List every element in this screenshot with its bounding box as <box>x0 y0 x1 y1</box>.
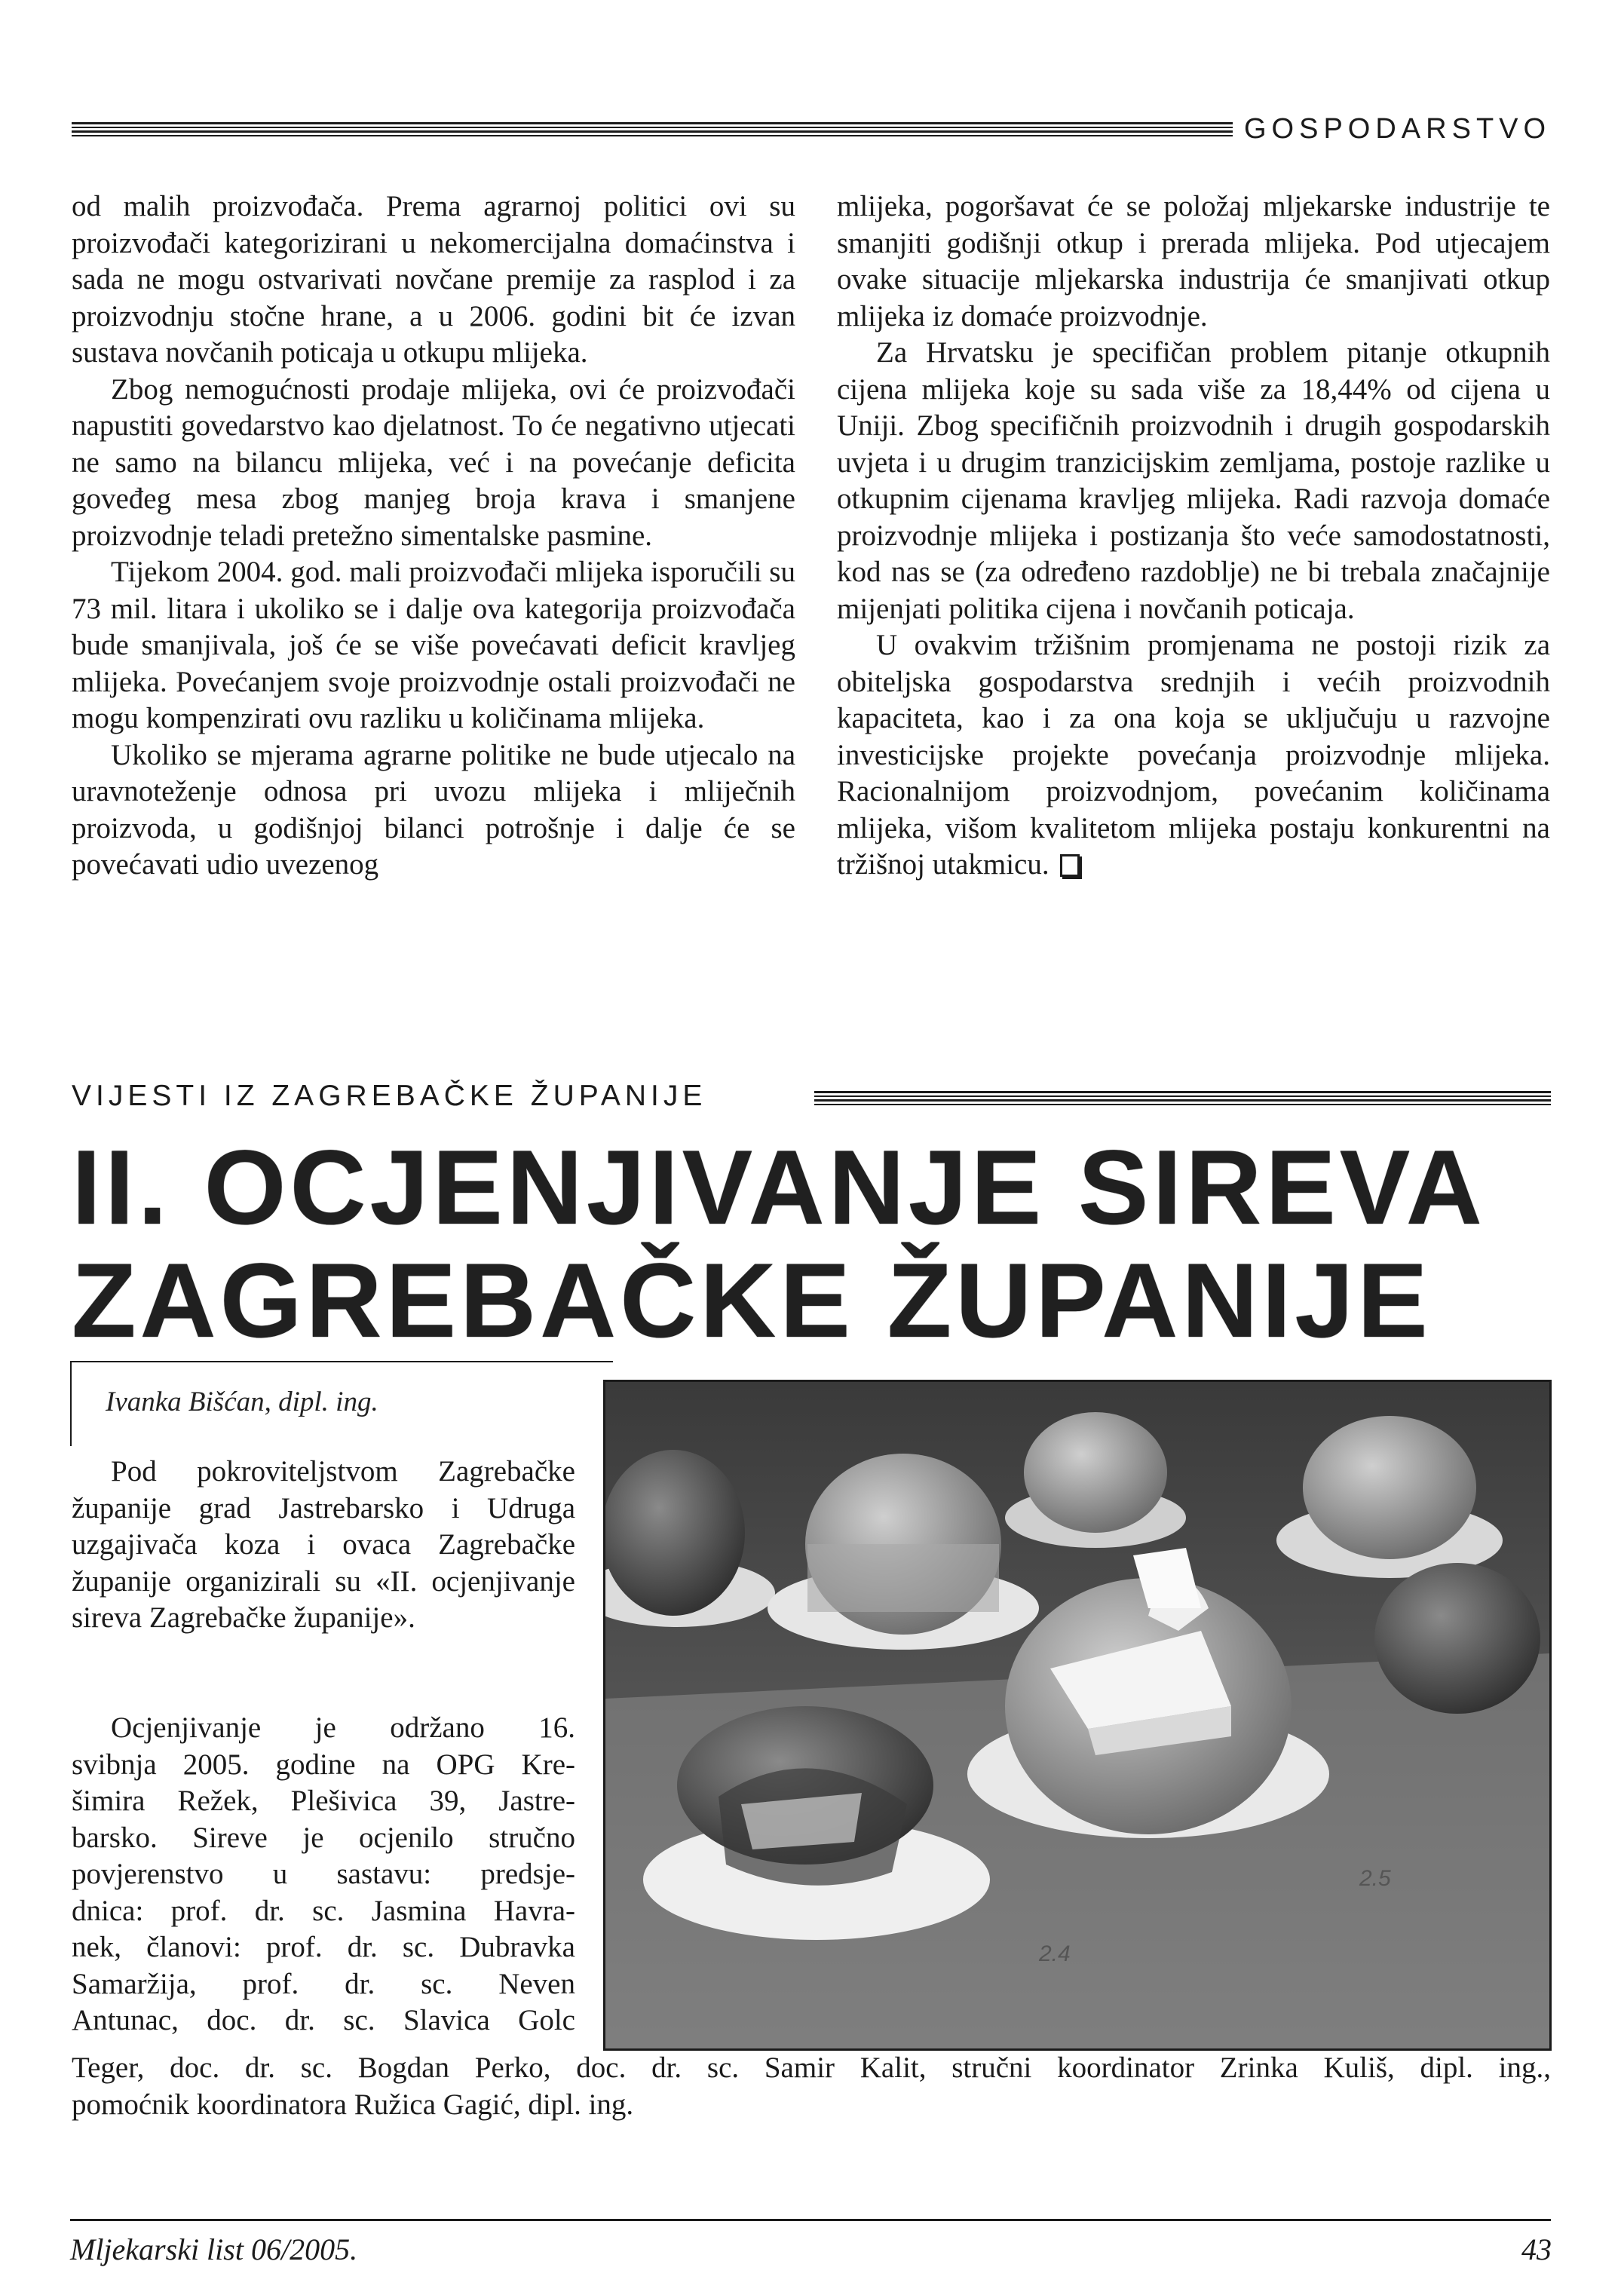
article-line: Samaržija, prof. dr. sc. Neven <box>72 1967 575 2000</box>
top-left-column <box>72 188 795 884</box>
paragraph <box>837 627 1550 884</box>
article-line: Ocjenjivanje je održano 16. <box>111 1711 575 1744</box>
article-line: dnica: prof. dr. sc. Jasmina Havra- <box>72 1894 575 1927</box>
article-line: pomoćnik koordinatora Ružica Gagić, dipl. ing. <box>72 2088 634 2121</box>
page-number: 43 <box>1521 2232 1552 2266</box>
paragraph: Zbog nemogućnosti prodaje mlijeka, ovi će proizvođači napustiti govedarstvo kao djelatnost. To će negativno utjecati ne samo na bilancu mlijeka, već i na povećanje deficita goveđeg mesa zbog manjeg broja krava i smanjene proizvodnje teladi pretežno simentalske pasmine. <box>72 372 795 552</box>
photo-label-2: 2.4 <box>1039 1941 1071 1966</box>
paragraph: Ukoliko se mjerama agrarne politike ne bude utjecalo na uravnoteženje odnosa pri uvozu mlijeka i mliječnih proizvoda, u godišnjoj bilanci potrošnje i dalje će se povećavati udio uvezenog <box>72 738 795 881</box>
paragraph-text: U ovakvim tržišnim promjenama ne postoji rizik za obiteljska gospodarstva srednjih i većih proizvodnih kapaciteta, kao i za ona koja se uključuju u razvojne investicijske projekte povećanja proizvodnje mlijeka. Racionalnijom proizvodnjom, povećanim količinama mlijeka, višom kvalitetom mlijeka postaju konkurentni na tržišnoj utakmicu. <box>837 629 1550 881</box>
article-paragraph-1: Pod pokroviteljstvom Zagrebačke županije grad Jastrebarsko i Udruga uzgajivača koza i ovaca Zagrebačke županije organizirali su «II. ocjenjivanje sireva Zagrebačke županije». <box>72 1455 575 1634</box>
cheese-photo <box>603 1380 1552 2051</box>
article-line: svibnja 2005. godine na OPG Kre- <box>72 1748 575 1781</box>
header-rule <box>72 122 1233 139</box>
paragraph: od malih proizvođača. Prema agrarnoj politici ovi su proizvođači kategorizirani u nekomercijalna domaćinstva i sada ne mogu ostvarivati novčane premije za rasplod i za proizvodnju stočne hrane, a u 2006. godini bit će izvan sustava novčanih poticaja u otkupu mlijeka. <box>72 190 795 369</box>
article-line: Antunac, doc. dr. sc. Slavica Golc <box>72 2004 575 2036</box>
article-line: barsko. Sireve je ocjenilo stručno <box>72 1821 575 1854</box>
journal-name: Mljekarski list 06/2005. <box>70 2232 358 2266</box>
article-section-rule <box>814 1091 1551 1108</box>
headline-line-1: II. OCJENJIVANJE SIREVA <box>72 1128 1486 1246</box>
cheese-photo-image <box>605 1382 1549 2048</box>
end-mark-icon <box>1060 854 1080 877</box>
article-line: povjerenstvo u sastavu: predsje- <box>72 1858 575 1890</box>
paragraph: Tijekom 2004. god. mali proizvođači mlijeka isporučili su 73 mil. litara i ukoliko se i dalje ova kategorija proizvođača bude smanjivala, još će se više povećavati deficit kravljeg mlijeka. Povećanjem svoje proizvodnje ostali proizvođači ne mogu kompenzirati ovu razliku u količinama mlijeka. <box>72 556 795 734</box>
section-label: GOSPODARSTVO <box>1244 113 1552 145</box>
article-narrow-column-2 <box>72 1710 575 2039</box>
article-line: šimira Režek, Plešivica 39, Jastre- <box>72 1785 575 1817</box>
paragraph: Za Hrvatsku je specifičan problem pitanje otkupnih cijena mlijeka koje su sada više za 18,44% od cijena u Uniji. Zbog specifičnih proizvodnih i drugih gospodarskih uvjeta i u drugim tranzicijskim zemljama, postoje razlike u otkupnim cijenama kravljeg mlijeka. Radi razvoja domaće proizvodnje mlijeka i postizanja što veće samodostatnosti, kod nas se (za određeno razdoblje) ne bi trebala značajnije mijenjati politika cijena i novčanih poticaja. <box>837 336 1550 625</box>
article-line: nek, članovi: prof. dr. sc. Dubravka <box>72 1931 575 1963</box>
top-right-column <box>837 188 1550 884</box>
author-name: Ivanka Bišćan, dipl. ing. <box>106 1387 378 1417</box>
paragraph: mlijeka, pogoršavat će se položaj mljekarske industrije te smanjiti godišnji otkup i prerada mlijeka. Pod utjecajem ovake situacije mljekarska industrija će smanjivati otkup mlijeka iz domaće proizvodnje. <box>837 190 1550 332</box>
photo-label-1: 2.5 <box>1359 1866 1391 1891</box>
headline-line-2: ZAGREBAČKE ŽUPANIJE <box>72 1241 1432 1359</box>
article-narrow-column <box>72 1454 575 1637</box>
article-full-width <box>72 2050 1551 2123</box>
article-line: Teger, doc. dr. sc. Bogdan Perko, doc. dr. sc. Samir Kalit, stručni koordinator Zrinka Kuliš, dipl. ing., <box>72 2051 1551 2084</box>
article-section-label: VIJESTI IZ ZAGREBAČKE ŽUPANIJE <box>72 1080 707 1112</box>
footer-rule <box>70 2219 1551 2221</box>
